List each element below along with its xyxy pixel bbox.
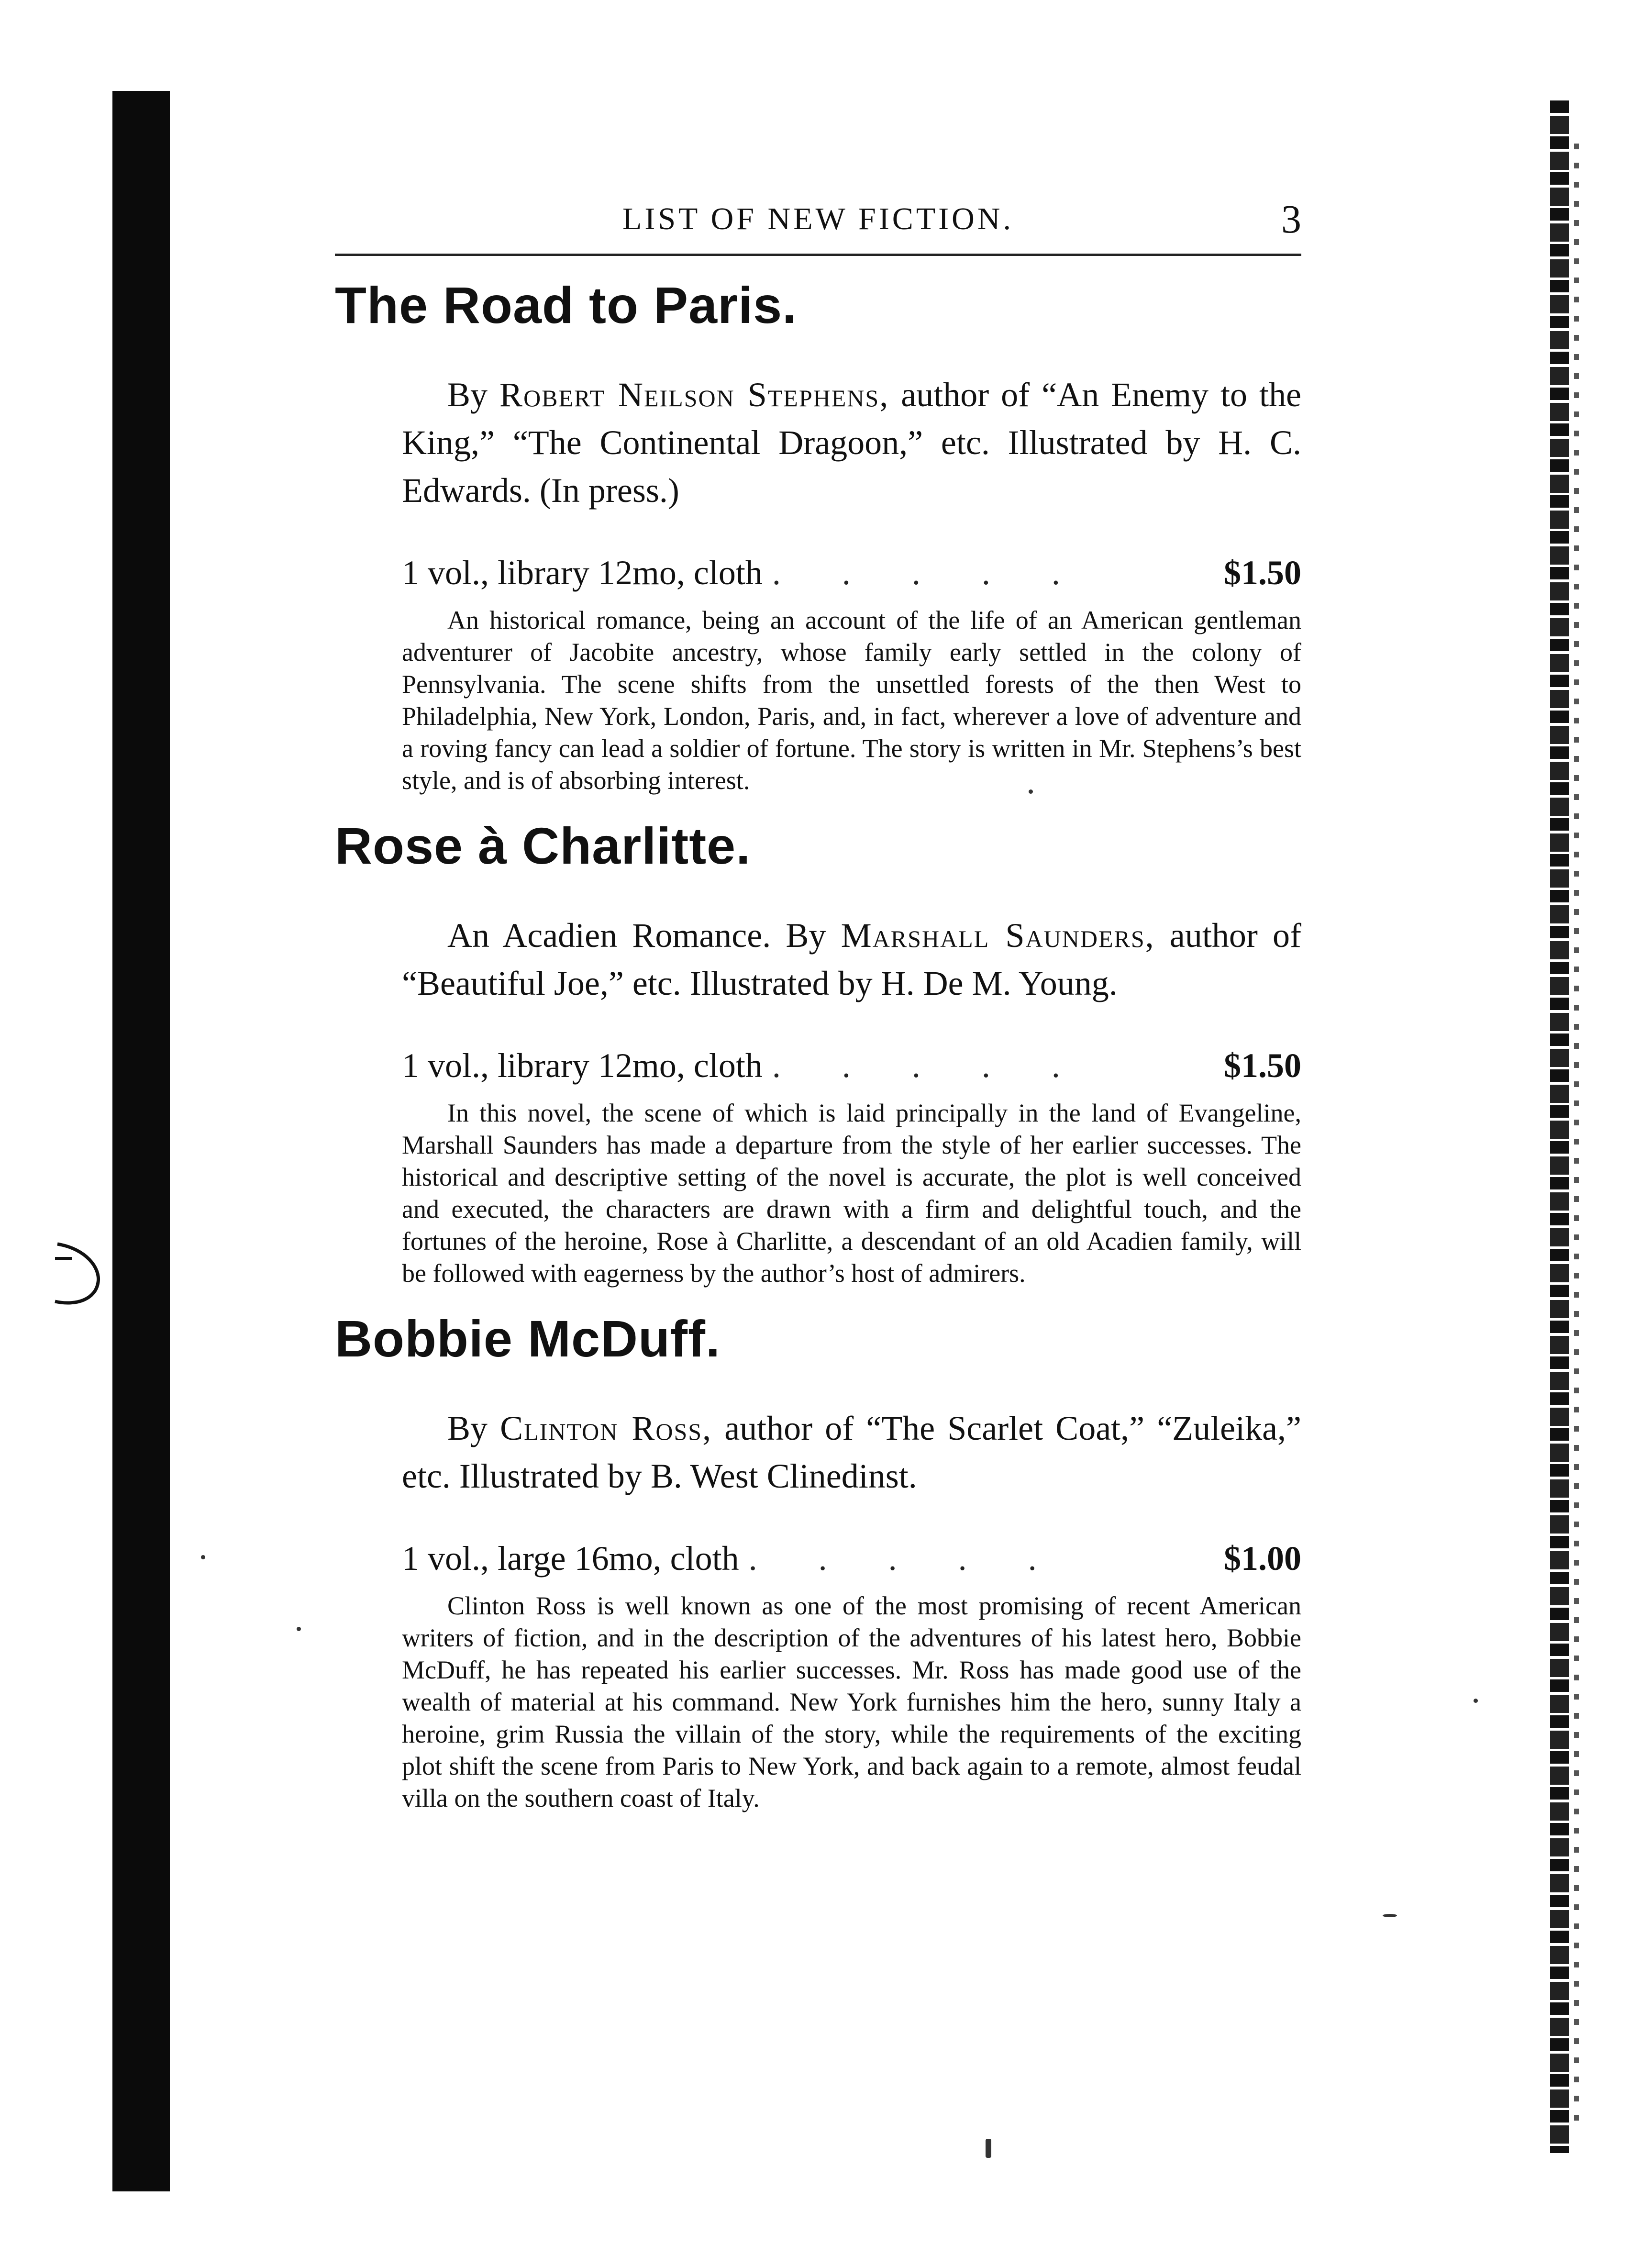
byline-lead: By bbox=[447, 1409, 488, 1447]
author-name: Marshall Saunders, bbox=[841, 916, 1155, 955]
byline-rest: author of “The Scarlet Coat,” “Zuleika,” etc. Illustrated by B. West Clinedinst. bbox=[402, 1409, 1302, 1495]
byline-rest: author of “An Enemy to the King,” “The Continental Dragoon,” etc. Illustrated by H. C. Edwards. (In press.) bbox=[402, 376, 1302, 510]
scan-edge-right-faint bbox=[1574, 144, 1579, 2129]
book-entry bbox=[335, 274, 1301, 797]
book-format: 1 vol., library 12mo, cloth bbox=[402, 1046, 763, 1085]
scan-speck bbox=[297, 1627, 301, 1631]
dot-leader: . . . . . bbox=[772, 1046, 1087, 1085]
book-format: 1 vol., library 12mo, cloth bbox=[402, 554, 763, 592]
author-name: Robert Neilson Stephens, bbox=[499, 376, 889, 414]
book-format: 1 vol., large 16mo, cloth bbox=[402, 1539, 739, 1578]
catalog-page bbox=[335, 191, 1301, 1814]
book-summary: In this novel, the scene of which is laid principally in the land of Evangeline, Marshall Saunders has made a departure from the style of her earlier successes. The historical and descriptive setting of the novel is accurate, the plot is well conceived and executed, the characters are drawn with a firm and delightful touch, and the fortunes of the heroine, Rose à Charlitte, a descendant of an old Acadien family, will be followed with eagerness by the author’s host of admirers. bbox=[402, 1099, 1301, 1288]
book-entry bbox=[335, 815, 1301, 1289]
book-entry bbox=[335, 1308, 1301, 1814]
price-line bbox=[402, 1042, 1301, 1089]
book-title: The Road to Paris. bbox=[335, 276, 798, 334]
book-summary: Clinton Ross is well known as one of the most promising of recent American writers of fiction, and in the description of the adventures of his latest hero, Bobbie McDuff, he has repeated his earlier successes. Mr. Ross has made good use of the wealth of material at his command. New York furnishes him the hero, sunny Italy a heroine, grim Russia the villain of the story, while the requirements of the exciting plot shift the scene from Paris to New York, and back again to a remote, almost feudal villa on the southern coast of Italy. bbox=[402, 1591, 1301, 1812]
book-price: $1.50 bbox=[1224, 1046, 1301, 1085]
scan-speck bbox=[201, 1555, 205, 1559]
scan-edge-left bbox=[112, 91, 170, 2191]
book-byline bbox=[402, 1404, 1301, 1500]
book-summary: An historical romance, being an account of the life of an American gentleman adventurer of Jacobite ancestry, whose family early settled in the colony of Pennsylvania. The scene shifts from the unsettled forests of the then West to Philadelphia, New York, London, Paris, and, in fact, wherever a love of adventure and a roving fancy can lead a soldier of fortune. The story is written in Mr. Stephens’s best style, and is of absorbing interest. bbox=[402, 606, 1301, 795]
book-title: Bobbie McDuff. bbox=[335, 1310, 721, 1367]
price-line bbox=[402, 549, 1301, 597]
dot-leader: . . . . . bbox=[772, 554, 1087, 592]
page-number: 3 bbox=[1281, 197, 1301, 242]
price-line bbox=[402, 1534, 1301, 1582]
byline-lead: By bbox=[447, 376, 488, 414]
pencil-bracket-mark bbox=[53, 1239, 105, 1311]
running-title: LIST OF NEW FICTION. bbox=[622, 201, 1014, 236]
book-price: $1.00 bbox=[1224, 1539, 1301, 1578]
author-name: Clinton Ross, bbox=[500, 1409, 712, 1447]
scan-speck bbox=[1383, 1914, 1397, 1917]
byline-lead: An Acadien Romance. By bbox=[447, 916, 826, 955]
scan-edge-right bbox=[1550, 100, 1569, 2153]
running-head bbox=[335, 191, 1301, 256]
dot-leader: . . . . . bbox=[748, 1539, 1063, 1578]
book-byline bbox=[402, 911, 1301, 1007]
book-byline bbox=[402, 371, 1301, 514]
byline-rest: author of “Beautiful Joe,” etc. Illustrated by H. De M. Young. bbox=[402, 916, 1302, 1002]
book-title: Rose à Charlitte. bbox=[335, 817, 751, 875]
book-price: $1.50 bbox=[1224, 554, 1301, 592]
scan-speck bbox=[1474, 1699, 1478, 1703]
scan-speck bbox=[986, 2139, 991, 2158]
